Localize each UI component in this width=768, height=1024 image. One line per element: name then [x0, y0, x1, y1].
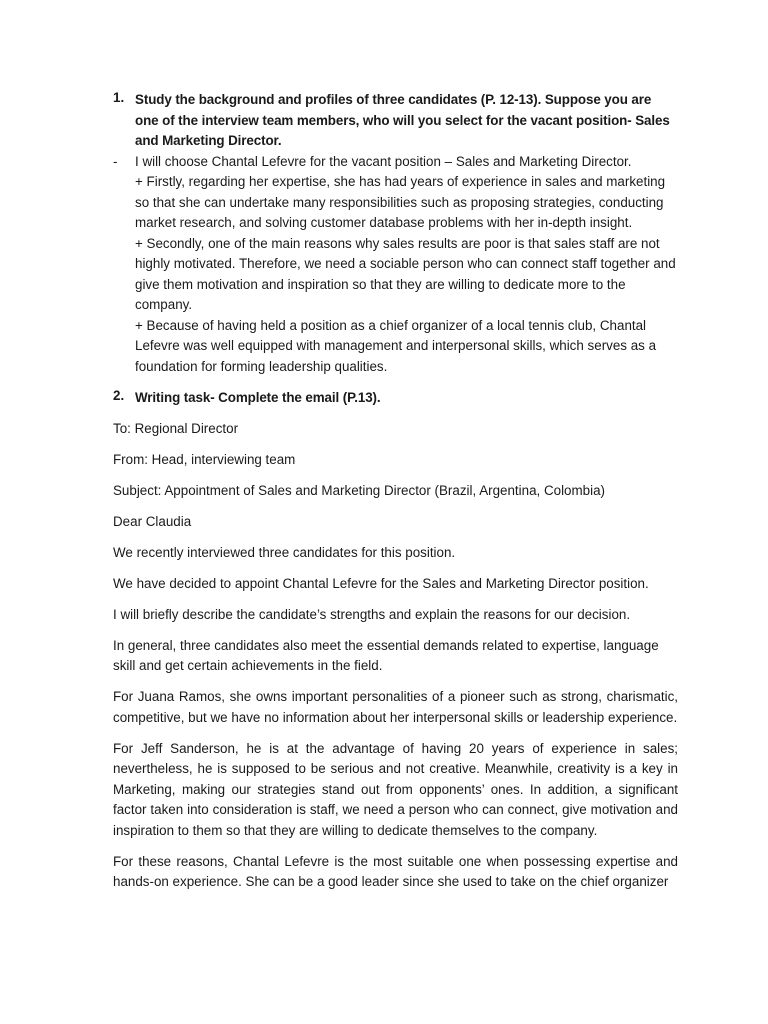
email-paragraph: In general, three candidates also meet the essential demands related to expertise, language skill and get certain achievements in the field.: [113, 637, 659, 673]
answer-1-line: + Secondly, one of the main reasons why sales results are poor is that sales staff are not highly motivated. Therefore, we need a sociable person who can connect staff together and give them motivation and inspiration so that they are willing to dedicate more to the company.: [135, 235, 676, 312]
email-paragraph: For Jeff Sanderson, he is at the advantage of having 20 years of experience in sales; nevertheless, he is supposed to be serious and not creative. Meanwhile, creativity is a key in Marketing, making our strategies stand out from opponents’ ones. In addition, a significant factor taken into consideration is staff, we need a person who can connect, give motivation and inspiration to them so that they are willing to dedicate themselves to the company.: [113, 740, 678, 838]
document-page: [113, 90, 678, 903]
email-subject: Subject: Appointment of Sales and Marketing Director (Brazil, Argentina, Colombia): [113, 482, 605, 498]
email-paragraph: For these reasons, Chantal Lefevre is the most suitable one when possessing expertise and hands-on experience. She can be a good leader since she used to take on the chief organizer: [113, 853, 678, 889]
email-greeting: Dear Claudia: [113, 513, 192, 529]
answer-1-line: I will choose Chantal Lefevre for the vacant position – Sales and Marketing Director.: [135, 153, 632, 169]
question-2-number: 2.: [113, 388, 125, 403]
email-paragraph: We recently interviewed three candidates for this position.: [113, 544, 456, 560]
email-paragraph: We have decided to appoint Chantal Lefevre for the Sales and Marketing Director position.: [113, 575, 649, 591]
answer-1-line: + Because of having held a position as a chief organizer of a local tennis club, Chantal Lefevre was well equipped with management and interpersonal skills, which serves as a foundation for forming leadership qualities.: [135, 317, 657, 374]
email-paragraph: For Juana Ramos, she owns important personalities of a pioneer such as strong, charismatic, competitive, but we have no information about her interpersonal skills or leadership experience.: [113, 689, 678, 725]
answer-1-bullet: -: [113, 153, 118, 169]
question-1: [113, 90, 678, 152]
question-1-number: 1.: [113, 90, 125, 105]
email-to: To: Regional Director: [113, 420, 239, 436]
answer-1: [113, 152, 678, 378]
answer-1-line: + Firstly, regarding her expertise, she has had years of experience in sales and marketing so that she can undertake many responsibilities such as proposing strategies, conducting market research, and solving customer database problems with her in-depth insight.: [135, 174, 666, 230]
email-from: From: Head, interviewing team: [113, 451, 296, 467]
email-paragraph: I will briefly describe the candidate’s strengths and explain the reasons for our decision.: [113, 606, 631, 622]
question-2: [113, 388, 678, 409]
question-2-text: Writing task- Complete the email (P.13).: [135, 390, 381, 405]
question-1-text: Study the background and profiles of three candidates (P. 12-13). Suppose you are one of the interview team members, who will you select for the vacant position- Sales and Marketing Director.: [135, 92, 670, 148]
